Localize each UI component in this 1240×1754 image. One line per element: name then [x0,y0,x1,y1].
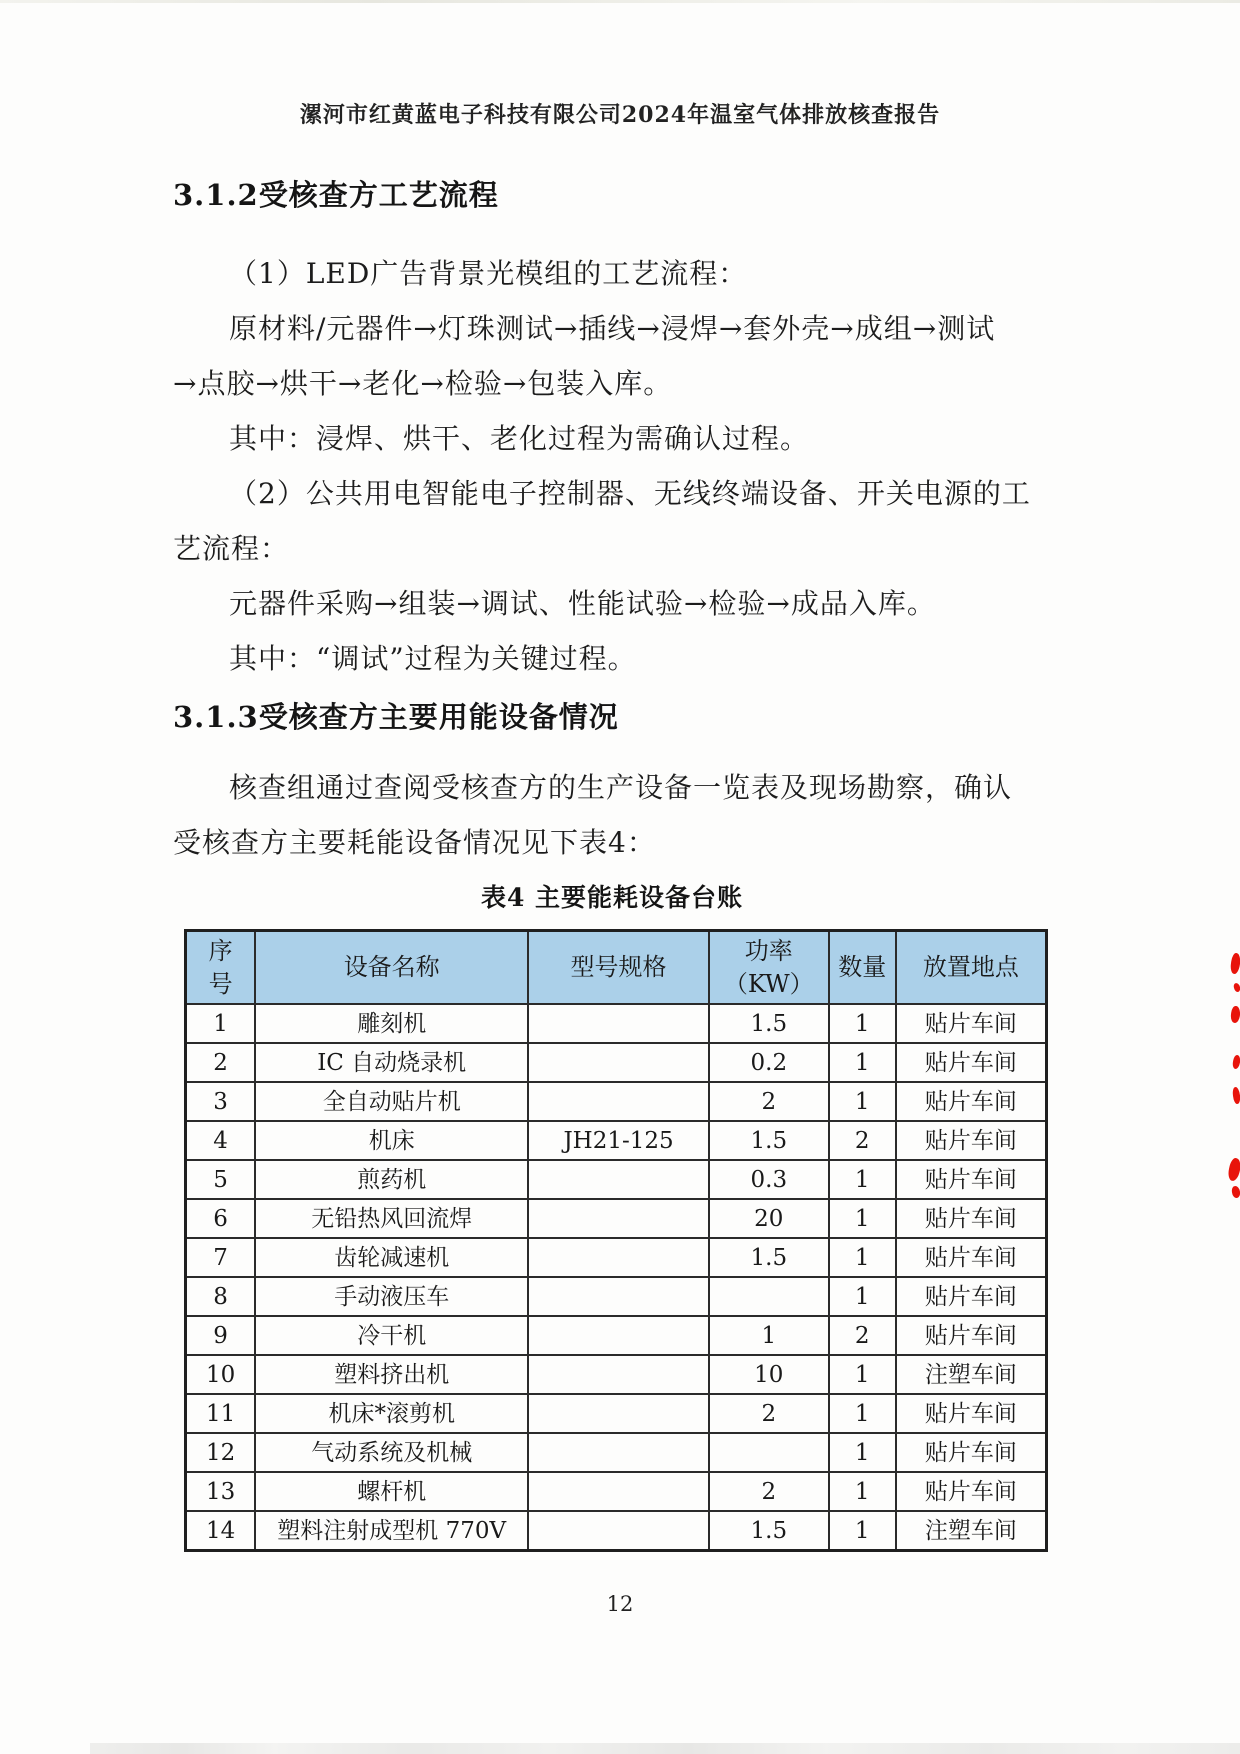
column-header-location: 放置地点 [896,931,1047,1005]
table-header-row [186,931,1047,1005]
scan-bottom-edge [90,1743,1240,1754]
cell-seq: 7 [186,1238,256,1277]
body-line: 其中：“调试”过程为关键过程。 [229,642,637,675]
cell-seq: 11 [186,1394,256,1433]
cell-quantity: 1 [829,1433,896,1472]
cell-model-spec [528,1082,709,1121]
red-ink-mark [1230,952,1240,974]
cell-quantity: 1 [829,1238,896,1277]
cell-seq: 5 [186,1160,256,1199]
cell-device-name: 气动系统及机械 [255,1433,528,1472]
page-number: 12 [606,1592,634,1616]
table-title: 表4 主要能耗设备台账 [480,883,744,912]
cell-device-name: 无铅热风回流焊 [255,1199,528,1238]
cell-power-kw: 2 [709,1082,829,1121]
red-ink-mark [1227,1157,1240,1182]
cell-model-spec [528,1277,709,1316]
section-313-body [173,760,1051,870]
red-ink-mark [1231,1186,1240,1199]
cell-model-spec [528,1511,709,1551]
cell-location: 注塑车间 [896,1355,1047,1394]
section-process-flow [173,176,1051,686]
body-line: 受核查方主要耗能设备情况见下表4： [173,826,656,859]
table-row [186,1082,1047,1121]
cell-quantity: 1 [829,1355,896,1394]
cell-device-name: 雕刻机 [255,1004,528,1043]
cell-location: 贴片车间 [896,1394,1047,1433]
table-row [186,1004,1047,1043]
table-body [186,1004,1047,1551]
column-header-device-name: 设备名称 [255,931,528,1005]
table-row [186,1472,1047,1511]
table-row [186,1511,1047,1551]
cell-device-name: 冷干机 [255,1316,528,1355]
column-header-model-spec: 型号规格 [528,931,709,1005]
cell-quantity: 1 [829,1043,896,1082]
cell-power-kw: 2 [709,1472,829,1511]
cell-power-kw: 10 [709,1355,829,1394]
body-line: 元器件采购→组装→调试、性能试验→检验→成品入库。 [229,587,936,620]
cell-power-kw: 1 [709,1316,829,1355]
body-line: （1）LED广告背景光模组的工艺流程： [229,257,748,290]
cell-location: 贴片车间 [896,1238,1047,1277]
cell-model-spec [528,1043,709,1082]
section-heading-313: 3.1.3受核查方主要用能设备情况 [173,700,619,734]
cell-quantity: 1 [829,1394,896,1433]
section-312-body [173,246,1051,686]
cell-quantity: 1 [829,1472,896,1511]
section-energy-equipment [173,698,1051,870]
cell-device-name: 机床 [255,1121,528,1160]
cell-device-name: 塑料注射成型机 770V [255,1511,528,1551]
cell-seq: 9 [186,1316,256,1355]
cell-quantity: 1 [829,1004,896,1043]
cell-device-name: 全自动贴片机 [255,1082,528,1121]
cell-quantity: 1 [829,1199,896,1238]
table-row [186,1277,1047,1316]
cell-seq: 14 [186,1511,256,1551]
table-row [186,1043,1047,1082]
energy-equipment-table [184,929,1048,1552]
cell-location: 贴片车间 [896,1277,1047,1316]
cell-power-kw: 2 [709,1394,829,1433]
red-ink-mark [1230,1006,1240,1024]
table-row [186,1199,1047,1238]
column-header-seq: 序号 [186,931,256,1005]
cell-location: 贴片车间 [896,1043,1047,1082]
column-header-quantity: 数量 [829,931,896,1005]
cell-seq: 1 [186,1004,256,1043]
cell-seq: 6 [186,1199,256,1238]
cell-location: 贴片车间 [896,1472,1047,1511]
red-ink-mark [1232,1087,1240,1105]
cell-device-name: 塑料挤出机 [255,1355,528,1394]
body-line: 核查组通过查阅受核查方的生产设备一览表及现场勘察，确认 [229,771,1013,804]
cell-location: 贴片车间 [896,1082,1047,1121]
cell-location: 贴片车间 [896,1199,1047,1238]
table-row [186,1316,1047,1355]
table-row [186,1160,1047,1199]
cell-power-kw: 1.5 [709,1004,829,1043]
cell-model-spec [528,1160,709,1199]
table-row [186,1355,1047,1394]
cell-device-name: 机床*滚剪机 [255,1394,528,1433]
cell-device-name: 煎药机 [255,1160,528,1199]
cell-location: 贴片车间 [896,1004,1047,1043]
cell-seq: 3 [186,1082,256,1121]
cell-seq: 10 [186,1355,256,1394]
cell-quantity: 1 [829,1160,896,1199]
cell-device-name: 螺杆机 [255,1472,528,1511]
cell-device-name: IC 自动烧录机 [255,1043,528,1082]
cell-device-name: 手动液压车 [255,1277,528,1316]
body-line: →点胶→烘干→老化→检验→包装入库。 [173,367,673,400]
cell-location: 贴片车间 [896,1433,1047,1472]
section-heading-312: 3.1.2受核查方工艺流程 [173,178,499,212]
cell-model-spec [528,1199,709,1238]
body-line: 原材料/元器件→灯珠测试→插线→浸焊→套外壳→成组→测试 [229,312,996,345]
table-row [186,1121,1047,1160]
cell-power-kw [709,1433,829,1472]
cell-location: 贴片车间 [896,1121,1047,1160]
cell-seq: 2 [186,1043,256,1082]
cell-model-spec [528,1004,709,1043]
cell-quantity: 1 [829,1277,896,1316]
table-row [186,1394,1047,1433]
cell-quantity: 1 [829,1082,896,1121]
body-line: 艺流程： [173,532,290,565]
column-header-power-kw: 功率（KW） [709,931,829,1005]
running-header: 漯河市红黄蓝电子科技有限公司2024年温室气体排放核查报告 [299,102,941,128]
cell-device-name: 齿轮减速机 [255,1238,528,1277]
cell-quantity: 2 [829,1121,896,1160]
cell-location: 贴片车间 [896,1316,1047,1355]
cell-model-spec [528,1472,709,1511]
cell-power-kw: 1.5 [709,1121,829,1160]
cell-power-kw: 0.3 [709,1160,829,1199]
table-row [186,1238,1047,1277]
cell-model-spec [528,1316,709,1355]
cell-power-kw [709,1277,829,1316]
cell-seq: 8 [186,1277,256,1316]
cell-quantity: 1 [829,1511,896,1551]
cell-seq: 4 [186,1121,256,1160]
table-row [186,1433,1047,1472]
cell-quantity: 2 [829,1316,896,1355]
red-ink-mark [1233,982,1240,992]
cell-model-spec [528,1394,709,1433]
cell-power-kw: 1.5 [709,1511,829,1551]
cell-model-spec [528,1433,709,1472]
red-ink-mark [1232,1054,1240,1069]
cell-power-kw: 0.2 [709,1043,829,1082]
cell-model-spec [528,1355,709,1394]
cell-model-spec [528,1238,709,1277]
scan-top-edge [0,0,1240,3]
body-line: （2）公共用电智能电子控制器、无线终端设备、开关电源的工 [229,477,1031,510]
cell-power-kw: 20 [709,1199,829,1238]
cell-seq: 13 [186,1472,256,1511]
cell-seq: 12 [186,1433,256,1472]
cell-location: 注塑车间 [896,1511,1047,1551]
cell-location: 贴片车间 [896,1160,1047,1199]
body-line: 其中：浸焊、烘干、老化过程为需确认过程。 [229,422,810,455]
cell-model-spec: JH21-125 [528,1121,709,1160]
cell-power-kw: 1.5 [709,1238,829,1277]
